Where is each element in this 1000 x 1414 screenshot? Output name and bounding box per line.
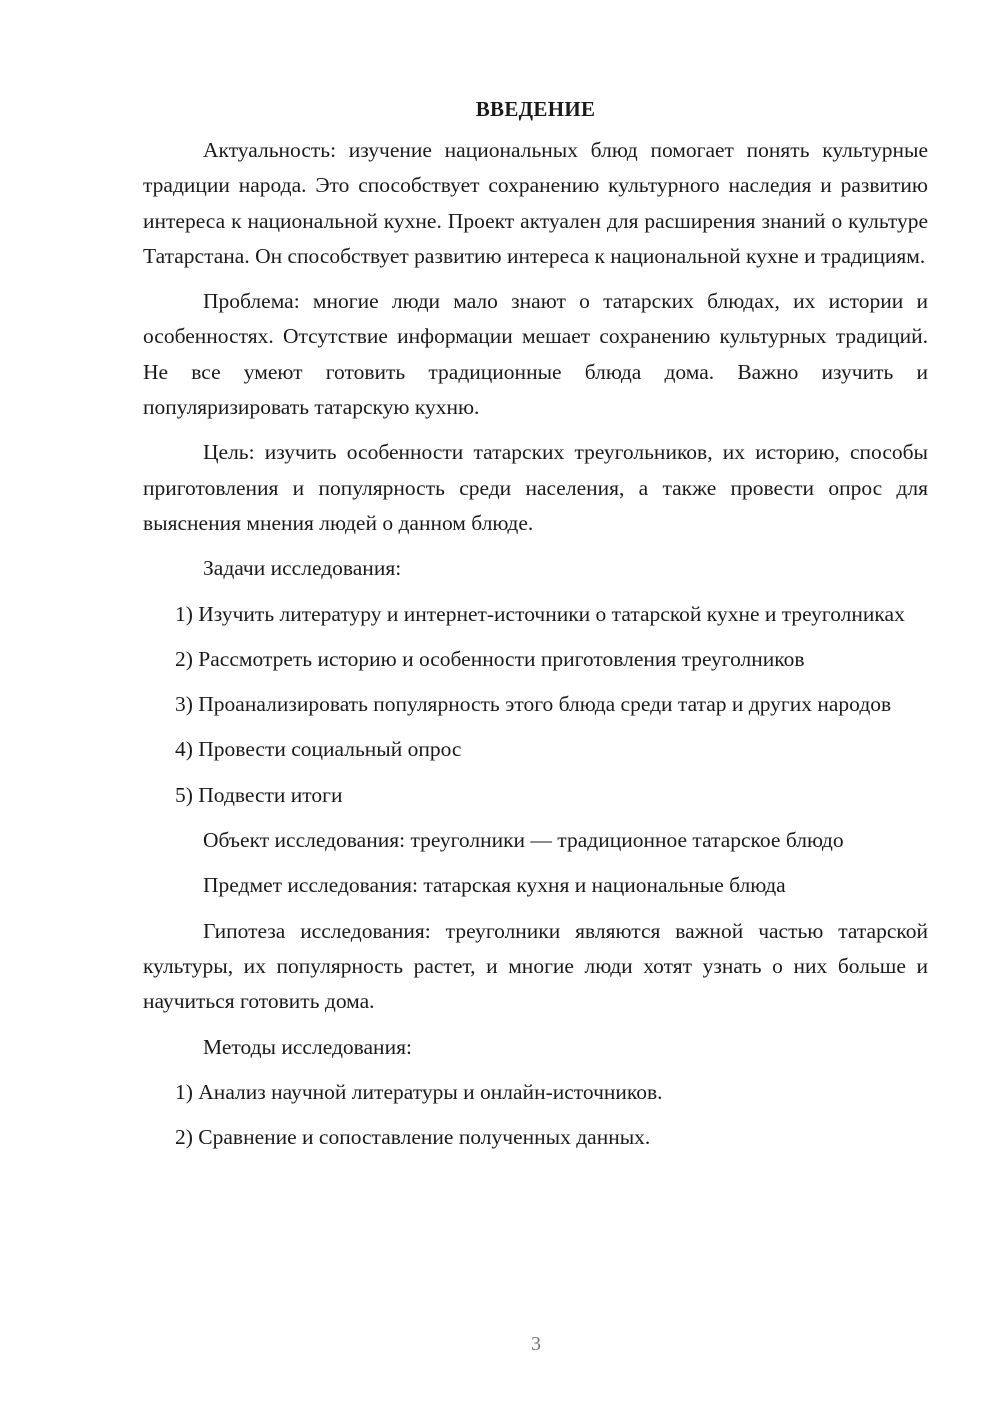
task-item-2: 2) Рассмотреть историю и особенности приготовления треуголников <box>175 646 805 671</box>
methods-title: Методы исследования: <box>203 1034 412 1059</box>
document-page <box>143 92 928 1155</box>
hypothesis-paragraph: Гипотеза исследования: треуголники являются важной частью татарской культуры, их популярность растет, и многие люди хотят узнать о них больше и научиться готовить дома. <box>143 918 928 1014</box>
method-item-1: 1) Анализ научной литературы и онлайн-источников. <box>175 1079 663 1104</box>
relevance-paragraph: Актуальность: изучение национальных блюд помогает понять культурные традиции народа. Это способствует сохранению культурного наследия и развитию интереса к национальной кухне. Проект актуален для расширения знаний о культуре Татарстана. Он способствует развитию интереса к национальной кухне и традициям. <box>143 138 928 268</box>
task-item-5: 5) Подвести итоги <box>175 782 343 807</box>
tasks-title: Задачи исследования: <box>203 556 402 581</box>
problem-paragraph: Проблема: многие люди мало знают о татарских блюдах, их истории и особенностях. Отсутствие информации мешает сохранению культурных традиций. Не все умеют готовить традиционные блюда дома. Важно изучить и популяризировать татарскую кухню. <box>143 289 928 420</box>
task-item-3: 3) Проанализировать популярность этого блюда среди татар и других народов <box>175 692 892 717</box>
page-number: 3 <box>531 1333 541 1355</box>
goal-paragraph: Цель: изучить особенности татарских треугольников, их историю, способы приготовления и популярность среди населения, а также провести опрос для выяснения мнения людей о данном блюде. <box>143 440 928 535</box>
task-item-4: 4) Провести социальный опрос <box>175 737 462 762</box>
object-paragraph: Объект исследования: треуголники — традиционное татарское блюдо <box>203 828 844 853</box>
method-item-2: 2) Сравнение и сопоставление полученных данных. <box>175 1125 651 1150</box>
section-heading: ВВЕДЕНИЕ <box>475 97 596 121</box>
subject-paragraph: Предмет исследования: татарская кухня и национальные блюда <box>203 873 786 898</box>
task-item-1: 1) Изучить литературу и интернет-источники о татарской кухне и треуголниках <box>175 601 905 626</box>
